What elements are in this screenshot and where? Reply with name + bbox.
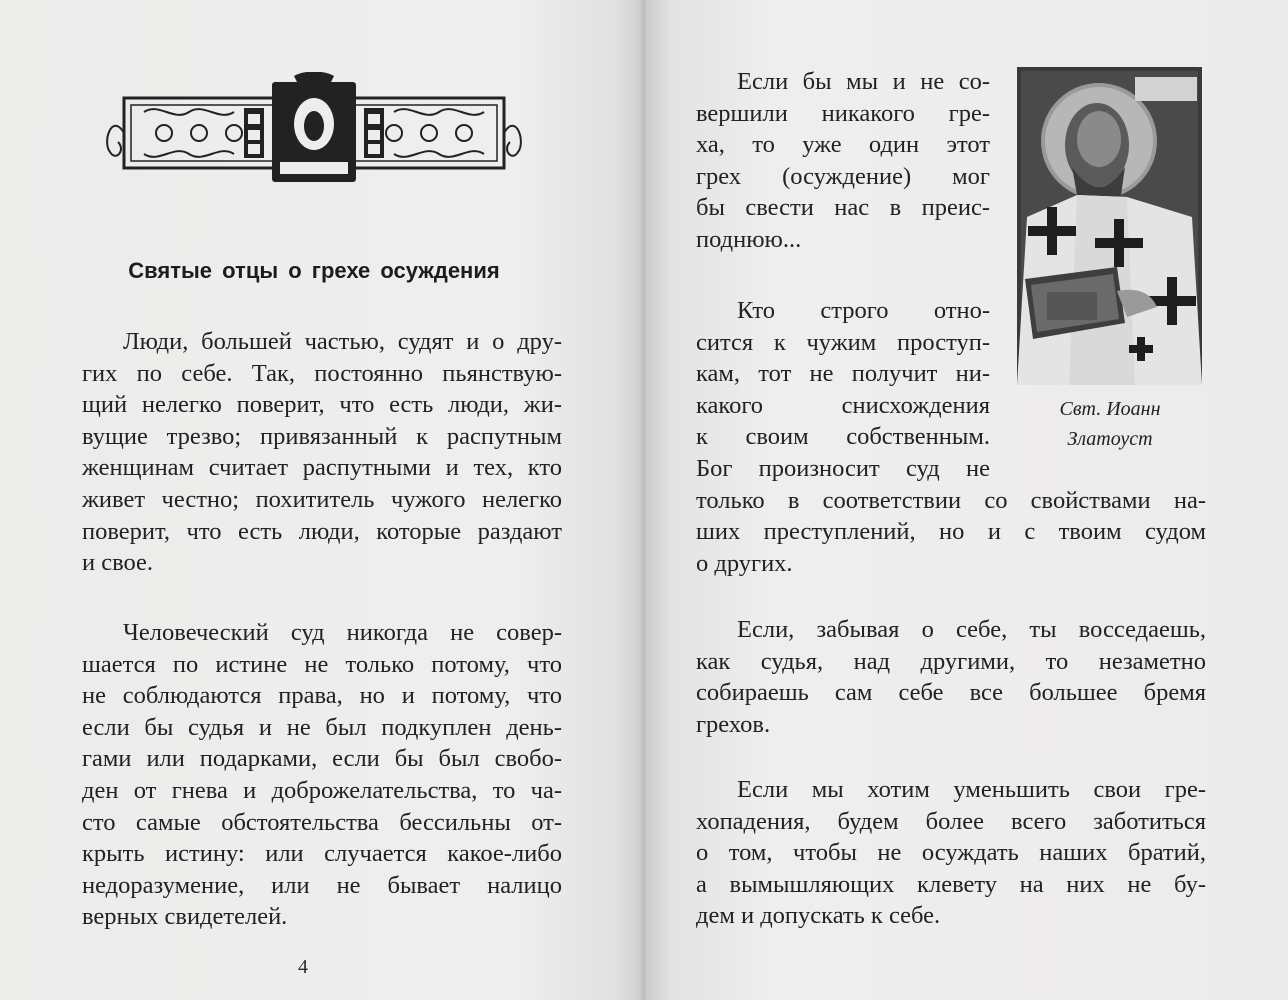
text-line: Кто строго отно- [737,297,990,324]
text-line: собираешь сам себе все большее бремя [696,679,1206,707]
text-line: гих по себе. Так, постоянно пьянствую- [82,359,562,387]
right-paragraph-3 [696,614,1206,740]
text-line: Если, забывая о себе, ты восседаешь, [737,616,1206,643]
saint-icon-image [1017,67,1202,385]
text-line: о других. [696,549,793,577]
text-line: поверит, что есть люди, которые раздают [82,517,562,545]
ornamental-headpiece [104,72,524,190]
text-line: как судья, над другими, то незаметно [696,647,1206,675]
text-line: и свое. [82,549,154,577]
text-line: не соблюдаются права, но и потому, что [82,682,562,710]
caption-line: Свт. Иоанн [1059,398,1161,420]
text-line: шается по истине не только потому, что [82,650,562,678]
text-line: ха, то уже один этот [696,131,990,159]
text-line: о том, чтобы не осуждать наших братий, [696,839,1206,867]
text-line: Если бы мы и не со- [737,68,990,95]
text-line: хопадения, будем более всего заботиться [696,807,1206,835]
text-line: поднюю... [696,225,802,253]
right-paragraph-4 [696,774,1206,932]
text-line: грехов. [696,710,771,738]
section-heading: Святые отцы о грехе осуждения [128,258,500,283]
text-line: щий нелегко поверит, что есть люди, жи- [82,391,562,419]
page-number: 4 [298,956,308,978]
text-line: вершили никакого гре- [696,99,990,127]
text-line: грех (осуждение) мог [696,162,990,190]
text-line: только в соответствии со свойствами на- [696,486,1206,514]
image-caption [1010,394,1210,454]
text-line: гами или подарками, если бы был свобо- [82,745,562,773]
left-paragraph-1 [82,326,562,579]
text-line: женщинам считает распутными и тех, кто [82,454,562,482]
text-line: Люди, большей частью, судят и о дру- [123,328,562,355]
text-line: вущие трезво; привязанный к распутным [82,422,562,450]
text-line: к своим собственным. [696,423,990,451]
text-line: сится к чужим проступ- [696,328,990,356]
text-line: ден от гнева и доброжелательства, то ча- [82,776,562,804]
caption-line: Златоуст [1067,428,1153,450]
text-line: Человеческий суд никогда не совер- [123,619,562,646]
text-line: бы свести нас в преис- [696,194,990,222]
text-line: ших преступлений, но и с твоим судом [696,518,1206,546]
text-line: Бог произносит суд не [696,454,990,482]
text-line: кам, тот не получит ни- [696,360,990,388]
text-line: какого снисхождения [696,391,990,419]
text-line: а вымышляющих клевету на них не бу- [696,870,1206,898]
text-line: дем и допускать к себе. [696,902,941,930]
text-line: верных свидетелей. [82,903,288,931]
right-paragraph-1 [696,66,990,256]
text-line: Если мы хотим уменьшить свои гре- [737,776,1206,803]
left-paragraph-2 [82,617,562,933]
text-line: крыть истину: или случается какое-либо [82,840,562,868]
left-page [0,0,642,1000]
text-line: сто самые обстоятельства бессильны от- [82,808,562,836]
text-line: живет честно; похититель чужого нелегко [82,485,562,513]
text-line: если бы судья и не был подкуплен день- [82,713,562,741]
text-line: недоразумение, или не бывает налицо [82,871,562,899]
